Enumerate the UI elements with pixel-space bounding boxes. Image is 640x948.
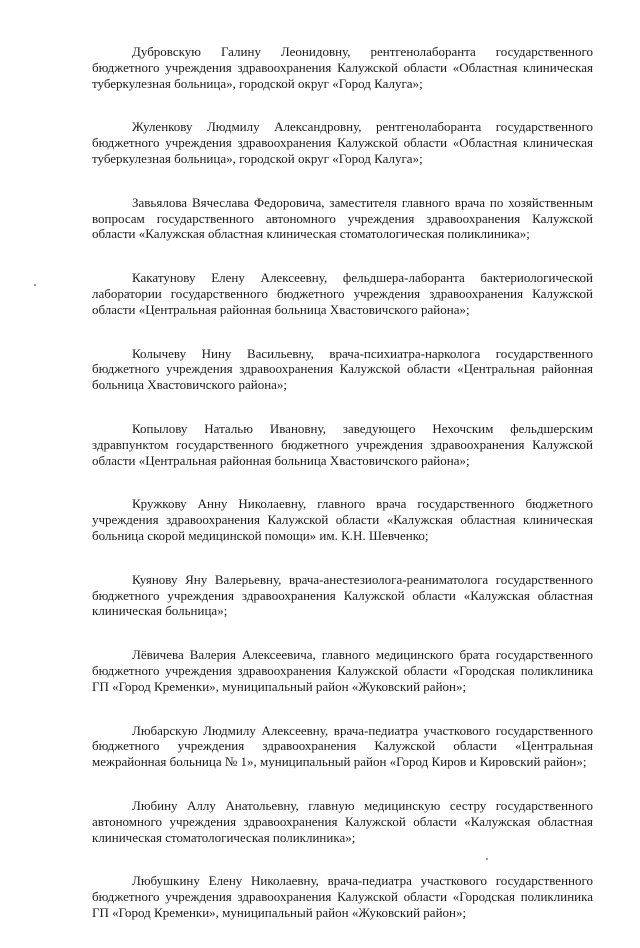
paragraph-list — [92, 44, 593, 948]
award-paragraph: Любушкину Елену Николаевну, врача-педиатра участкового государственного бюджетного учреждения здравоохранения Калужской области «Городская поликлиника ГП «Город Кременки», муниципальный район «Жуковский район»; — [92, 873, 593, 920]
award-paragraph: Дубровскую Галину Леонидовну, рентгенолаборанта государственного бюджетного учреждения здравоохранения Калужской области «Областная клиническая туберкулезная больница», городской округ «Город Калуга»; — [92, 44, 593, 91]
scan-speck — [486, 858, 488, 860]
award-paragraph: Любину Аллу Анатольевну, главную медицинскую сестру государственного автономного учреждения здравоохранения Калужской области «Калужская областная клиническая стоматологическая поликлиника»; — [92, 797, 593, 845]
scan-speck — [34, 284, 36, 286]
award-paragraph: Лёвичева Валерия Алексеевича, главного медицинского брата государственного бюджетного учреждения здравоохранения Калужской области «Городская поликлиника ГП «Город Кременки», муниципальный район «Жуковский район»; — [92, 647, 593, 694]
award-paragraph: Колычеву Нину Васильевну, врача-психиатра-нарколога государственного бюджетного учреждения здравоохранения Калужской области «Центральная районная больница Хвастовичского района»; — [92, 345, 593, 393]
award-paragraph: Жуленкову Людмилу Александровну, рентгенолаборанта государственного бюджетного учреждения здравоохранения Калужской области «Областная клиническая туберкулезная больница», городской округ «Город Калуга»; — [92, 119, 593, 166]
award-paragraph: Любарскую Людмилу Алексеевну, врача-педиатра участкового государственного бюджетного учреждения здравоохранения Калужской области «Центральная межрайонная больница № 1», муниципальный район «Город Киров и Кировский район»; — [92, 722, 593, 770]
award-paragraph: Копылову Наталью Ивановну, заведующего Нехочским фельдшерским здравпунктом государственного бюджетного учреждения здравоохранения Калужской области «Центральная районная больница Хвастовичского района»; — [92, 420, 593, 468]
award-paragraph: Куянову Яну Валерьевну, врача-анестезиолога-реаниматолога государственного бюджетного учреждения здравоохранения Калужской области «Калужская областная клиническая больница»; — [92, 571, 593, 619]
award-paragraph: Завьялова Вячеслава Федоровича, заместителя главного врача по хозяйственным вопросам государственного автономного учреждения здравоохранения Калужской области «Калужская областная клиническая стоматологическая поликлиника»; — [92, 194, 593, 242]
award-paragraph: Какатунову Елену Алексеевну, фельдшера-лаборанта бактериологической лаборатории государственного бюджетного учреждения здравоохранения Калужской области «Центральная районная больница Хвастовичского района»; — [92, 270, 593, 317]
award-paragraph: Кружкову Анну Николаевну, главного врача государственного бюджетного учреждения здравоохранения Калужской области «Калужская областная клиническая больница скорой медицинской помощи» им. К.Н. Шевченко; — [92, 496, 593, 543]
